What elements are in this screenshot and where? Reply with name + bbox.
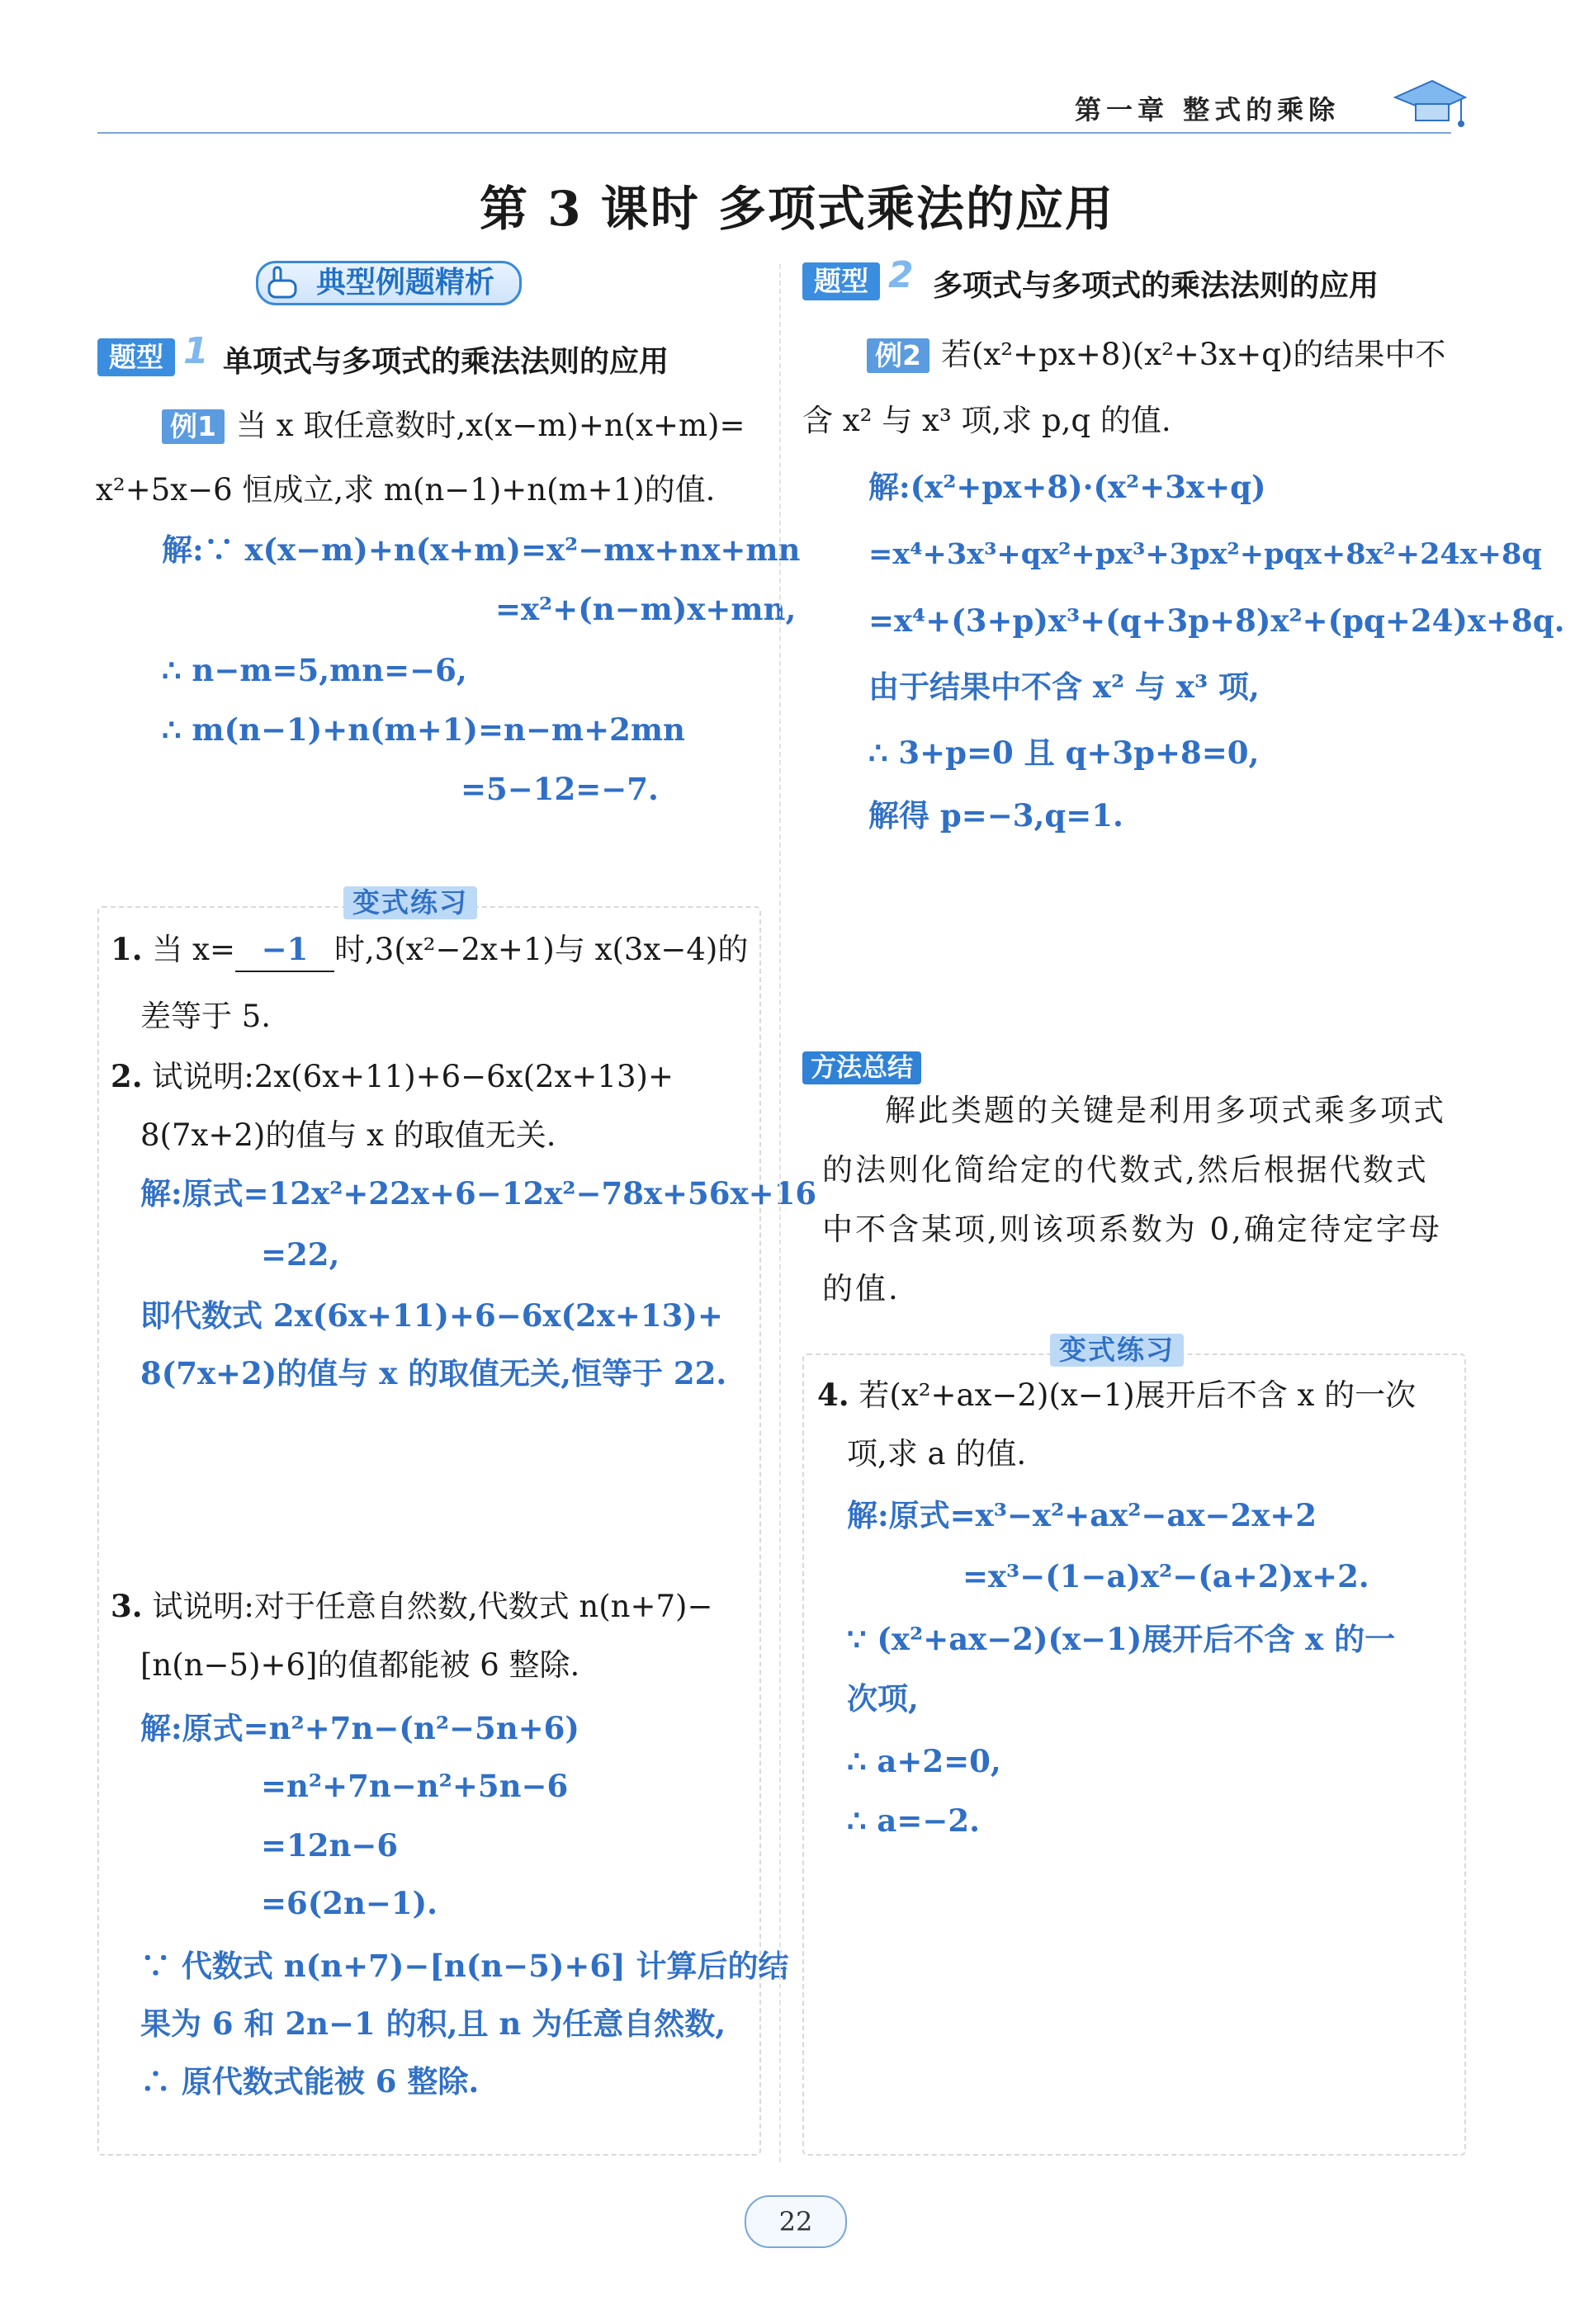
problem3-solution-line2: =n²+7n−n²+5n−6 (261, 1768, 569, 1804)
problem3-solution-line6: 果为 6 和 2n−1 的积,且 n 为任意自然数, (140, 2005, 726, 2042)
method-line3: 中不含某项,则该项系数为 0,确定待定字母 (822, 1212, 1442, 1247)
problem2-solution-line3: 即代数式 2x(6x+11)+6−6x(2x+13)+ (140, 1297, 723, 1334)
example2-question-line2: 含 x² 与 x³ 项,求 p,q 的值. (802, 403, 1171, 438)
column-divider (779, 264, 781, 2162)
method-summary-label: 方法总结 (802, 1051, 921, 1084)
example2-badge: 例2 (867, 338, 929, 373)
problem2-solution-line4: 8(7x+2)的值与 x 的取值无关,恒等于 22. (140, 1355, 727, 1391)
type2-number: 2 (888, 254, 914, 296)
example2-question-line1 (867, 333, 1445, 376)
type2-title: 多项式与多项式的乘法法则的应用 (933, 269, 1379, 303)
type2-tag: 题型 (802, 262, 880, 300)
problem2-line1 (111, 1055, 674, 1098)
problem4-number: 4. (817, 1377, 849, 1413)
example1-badge: 例1 (162, 409, 225, 444)
page-title: 第 3 课时 多项式乘法的应用 (480, 181, 1114, 237)
example2-solution-line6: 解得 p=−3,q=1. (868, 797, 1123, 834)
example2-solution-line4: 由于结果中不含 x² 与 x³ 项, (868, 668, 1260, 705)
problem4-solution-line1: 解:原式=x³−x²+ax²−ax−2x+2 (847, 1497, 1317, 1533)
header-rule (97, 132, 1451, 134)
problem4-solution-line2: =x³−(1−a)x²−(a+2)x+2. (963, 1558, 1369, 1594)
page-number: 22 (745, 2195, 847, 2248)
problem1-post: 时,3(x²−2x+1)与 x(3x−4)的 (334, 932, 749, 967)
problem4-text1: 若(x²+ax−2)(x−1)展开后不含 x 的一次 (858, 1377, 1417, 1413)
problem3-solution-line4: =6(2n−1). (261, 1885, 438, 1921)
example2-solution-line1: 解:(x²+px+8)·(x²+3x+q) (868, 469, 1266, 505)
problem4-solution-line3: ∵ (x²+ax−2)(x−1)展开后不含 x 的一 (847, 1621, 1396, 1657)
problem4-solution-line5: ∴ a+2=0, (847, 1743, 1001, 1779)
problem4-line1 (817, 1373, 1416, 1417)
practice-label-left: 变式练习 (343, 886, 477, 919)
example2-solution-line3: =x⁴+(3+p)x³+(q+3p+8)x²+(pq+24)x+8q. (868, 602, 1565, 639)
problem3-text1: 试说明:对于任意自然数,代数式 n(n+7)− (152, 1589, 713, 1624)
type1-number: 1 (183, 330, 209, 372)
example2-solution-line5: ∴ 3+p=0 且 q+3p+8=0, (868, 735, 1260, 771)
pointing-hand-icon (263, 262, 304, 300)
problem3-solution-line1: 解:原式=n²+7n−(n²−5n+6) (140, 1710, 579, 1746)
problem2-solution-line2: =22, (261, 1236, 340, 1273)
example1-solution-line2: =x²+(n−m)x+mn, (495, 591, 797, 627)
problem2-line2: 8(7x+2)的值与 x 的取值无关. (140, 1117, 556, 1153)
example2-solution-line2: =x⁴+3x³+qx²+px³+3px²+pqx+8x²+24x+8q (868, 537, 1542, 571)
example1-question-line1 (162, 404, 745, 447)
type1-tag: 题型 (97, 338, 175, 376)
problem4-solution-line6: ∴ a=−2. (847, 1802, 981, 1839)
section-badge-label: 典型例题精析 (316, 266, 495, 300)
example1-solution-line4: ∴ m(n−1)+n(m+1)=n−m+2mn (162, 711, 685, 748)
problem4-solution-line4: 次项, (847, 1680, 919, 1717)
problem1-number: 1. (111, 931, 143, 967)
problem3-number: 3. (111, 1588, 143, 1624)
method-line2: 的法则化简给定的代数式,然后根据代数式 (822, 1152, 1429, 1188)
problem3-solution-line5: ∵ 代数式 n(n+7)−[n(n−5)+6] 计算后的结 (140, 1948, 789, 1984)
problem3-solution-line3: =12n−6 (261, 1827, 399, 1863)
example1-q1: 当 x 取任意数时,x(x−m)+n(x+m)= (236, 408, 745, 443)
problem1-line2: 差等于 5. (140, 999, 272, 1034)
example1-question-line2: x²+5x−6 恒成立,求 m(n−1)+n(m+1)的值. (96, 472, 716, 508)
problem1-pre: 当 x= (152, 932, 236, 967)
problem1-answer: −1 (235, 928, 334, 972)
type1-title: 单项式与多项式的乘法法则的应用 (223, 345, 669, 379)
problem2-text1: 试说明:2x(6x+11)+6−6x(2x+13)+ (152, 1059, 674, 1094)
graduation-cap-icon (1387, 64, 1469, 139)
problem4-line2: 项,求 a 的值. (847, 1436, 1027, 1471)
example1-solution-line5: =5−12=−7. (461, 771, 659, 807)
chapter-header: 第一章 整式的乘除 (1075, 94, 1341, 125)
example1-solution-line1: 解:∵ x(x−m)+n(x+m)=x²−mx+nx+mn (162, 531, 801, 568)
problem1-line1 (111, 928, 748, 972)
example1-solution-line3: ∴ n−m=5,mn=−6, (162, 652, 467, 688)
problem3-line1 (111, 1585, 712, 1628)
practice-label-right: 变式练习 (1050, 1334, 1184, 1367)
problem3-solution-line7: ∴ 原代数式能被 6 整除. (140, 2063, 480, 2100)
method-line1: 解此类题的关键是利用多项式乘多项式 (885, 1093, 1446, 1128)
problem2-number: 2. (111, 1058, 143, 1094)
example2-q1: 若(x²+px+8)(x²+3x+q)的结果中不 (941, 337, 1446, 372)
problem2-solution-line1: 解:原式=12x²+22x+6−12x²−78x+56x+16 (140, 1175, 817, 1212)
problem3-line2: [n(n−5)+6]的值都能被 6 整除. (140, 1647, 580, 1683)
method-line4: 的值. (822, 1271, 901, 1306)
